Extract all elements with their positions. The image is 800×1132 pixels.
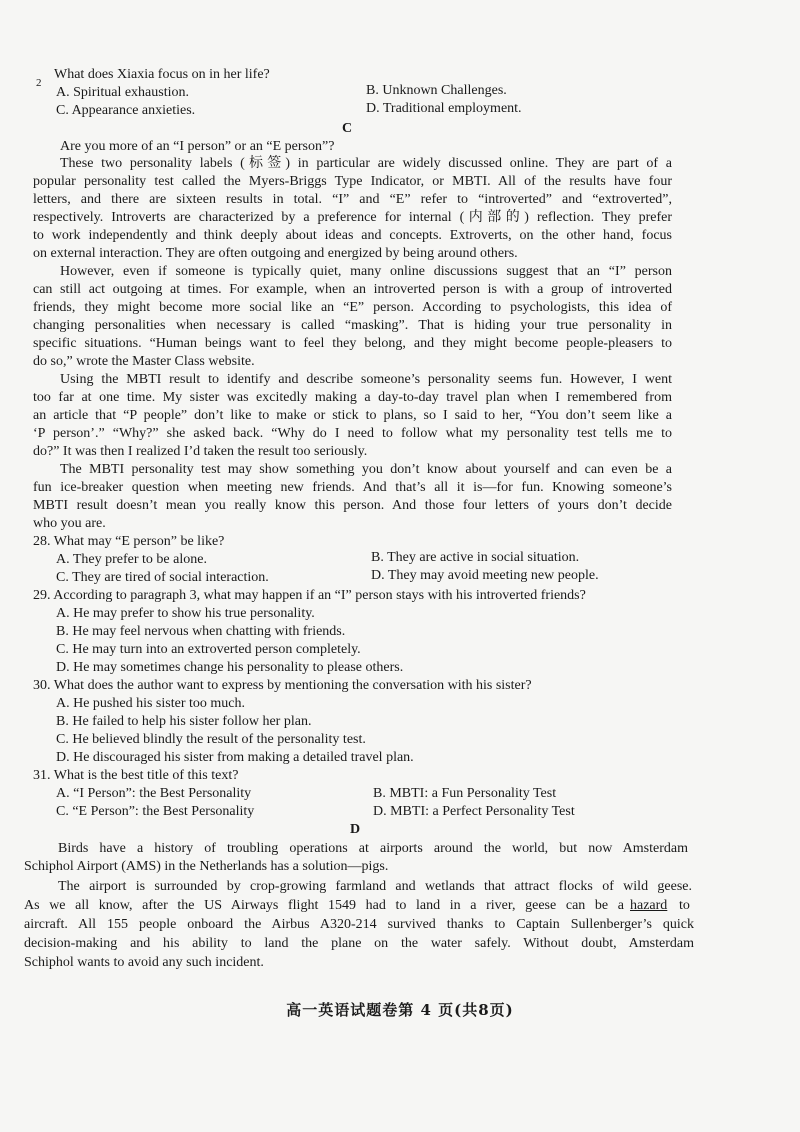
option-c: C. “E Person”: the Best Personality	[56, 804, 255, 819]
paragraph-line: specific situations. “Human beings want to feel they belong, and they might become people-pleasers to	[33, 336, 672, 351]
option-a: A. He pushed his sister too much.	[56, 696, 245, 711]
section-label: D	[350, 822, 361, 837]
paragraph-line: MBTI result doesn’t mean you really know this person. And those four letters of yours don’t decide	[33, 498, 672, 513]
option-b: B. MBTI: a Fun Personality Test	[373, 786, 557, 801]
option-d: D. He discouraged his sister from making a detailed travel plan.	[56, 750, 414, 765]
paragraph-line: popular personality test called the Myers-Briggs Type Indicator, or MBTI. All of the results have four	[33, 174, 672, 189]
option-d: D. MBTI: a Perfect Personality Test	[373, 804, 575, 819]
option-a: A. They prefer to be alone.	[56, 552, 207, 567]
question-stem: 28. What may “E person” be like?	[33, 534, 225, 549]
paragraph-line: friends, they might become more social like an “E” person. According to psychologists, this idea of	[33, 300, 672, 315]
paragraph-line: decision-making and his ability to land the plane on the water safely. Without doubt, Amsterdam	[24, 936, 694, 951]
question-stem: 31. What is the best title of this text?	[33, 768, 239, 783]
paragraph-line: to work independently and think deeply about ideas and concepts. Extroverts, on the other hand, focus	[33, 228, 672, 243]
option-b: B. He failed to help his sister follow her plan.	[56, 714, 312, 729]
question-stem: 30. What does the author want to express by mentioning the conversation with his sister?	[33, 678, 532, 693]
page-footer: 高一英语试题卷第 4 页(共8页)	[286, 1001, 514, 1019]
question-stem: What does Xiaxia focus on in her life?	[54, 67, 270, 82]
paragraph-line: The MBTI personality test may show something you don’t know about yourself and can even be a	[60, 462, 672, 477]
option-d: D. Traditional employment.	[366, 101, 522, 116]
option-c: C. Appearance anxieties.	[56, 103, 196, 118]
paragraph-line: on external interaction. They are often outgoing and energized by being around others.	[33, 246, 518, 261]
paragraph-line: However, even if someone is typically quiet, many online discussions suggest that an “I” person	[60, 264, 672, 279]
option-d: D. He may sometimes change his personality to please others.	[56, 660, 404, 675]
paragraph-line: too far at one time. My sister was excitedly making a day-to-day travel plan when I remembered from	[33, 390, 672, 405]
paragraph-line: Schiphol Airport (AMS) in the Netherlands has a solution—pigs.	[24, 859, 389, 874]
option-b: B. They are active in social situation.	[371, 550, 580, 565]
paragraph-line: do?” It was then I realized I’d taken the result too seriously.	[33, 444, 368, 459]
paragraph-line: ‘P person’.” “Why?” she asked back. “Why do I need to follow what my personality test tells me to	[33, 426, 672, 441]
paragraph-line: an article that “P people” don’t like to make or stick to plans, so I said to her, “You don’t seem like a	[33, 408, 672, 423]
option-c: C. They are tired of social interaction.	[56, 570, 269, 585]
paragraph-line: Schiphol wants to avoid any such incident.	[24, 955, 264, 970]
paragraph-line: changing personalities when necessary is called “masking”. That is hiding your true personality in	[33, 318, 672, 333]
question-stem: 29. According to paragraph 3, what may happen if an “I” person stays with his introverted friends?	[33, 588, 586, 603]
option-c: C. He may turn into an extroverted person completely.	[56, 642, 361, 657]
option-c: C. He believed blindly the result of the personality test.	[56, 732, 366, 747]
question-number: 2	[36, 77, 42, 89]
paragraph-line: do so,” wrote the Master Class website.	[33, 354, 255, 369]
paragraph-line: who you are.	[33, 516, 106, 531]
paragraph-line: Birds have a history of troubling operations at airports around the world, but now Amsterdam	[58, 841, 688, 856]
paragraph-line: to	[679, 898, 690, 913]
paragraph-line: The airport is surrounded by crop-growing farmland and wetlands that attract flocks of wild geese.	[58, 879, 692, 894]
option-a: A. Spiritual exhaustion.	[56, 85, 189, 100]
option-b: B. He may feel nervous when chatting with friends.	[56, 624, 346, 639]
paragraph-line: Using the MBTI result to identify and describe someone’s personality seems fun. However, I went	[60, 372, 672, 387]
paragraph-line: aircraft. All 155 people onboard the Airbus A320-214 survived thanks to Captain Sullenberger’s quick	[24, 917, 694, 932]
option-a: A. “I Person”: the Best Personality	[56, 786, 252, 801]
option-a: A. He may prefer to show his true personality.	[56, 606, 315, 621]
paragraph-line: fun ice-breaker question when meeting new friends. And that’s all it is—for fun. Knowing someone’s	[33, 480, 672, 495]
paragraph-line: As we all know, after the US Airways flight 1549 had to land in a river, geese can be a	[24, 898, 624, 913]
underlined-word: hazard	[630, 898, 668, 913]
paragraph-line: letters, and there are sixteen results in total. “I” and “E” refer to “introverted” and “extroverted”,	[33, 192, 672, 207]
option-b: B. Unknown Challenges.	[366, 83, 507, 98]
paragraph-line: respectively. Introverts are characterized by a preference for internal (内部的) reflection. They prefer	[33, 210, 672, 225]
paragraph-line: Are you more of an “I person” or an “E person”?	[60, 139, 335, 154]
section-label: C	[342, 121, 353, 136]
option-d: D. They may avoid meeting new people.	[371, 568, 599, 583]
paragraph-line: can still act outgoing at times. For example, when an introverted person is with a group of introverted	[33, 282, 672, 297]
paragraph-line: These two personality labels (标签) in particular are widely discussed online. They are part of a	[60, 156, 672, 171]
